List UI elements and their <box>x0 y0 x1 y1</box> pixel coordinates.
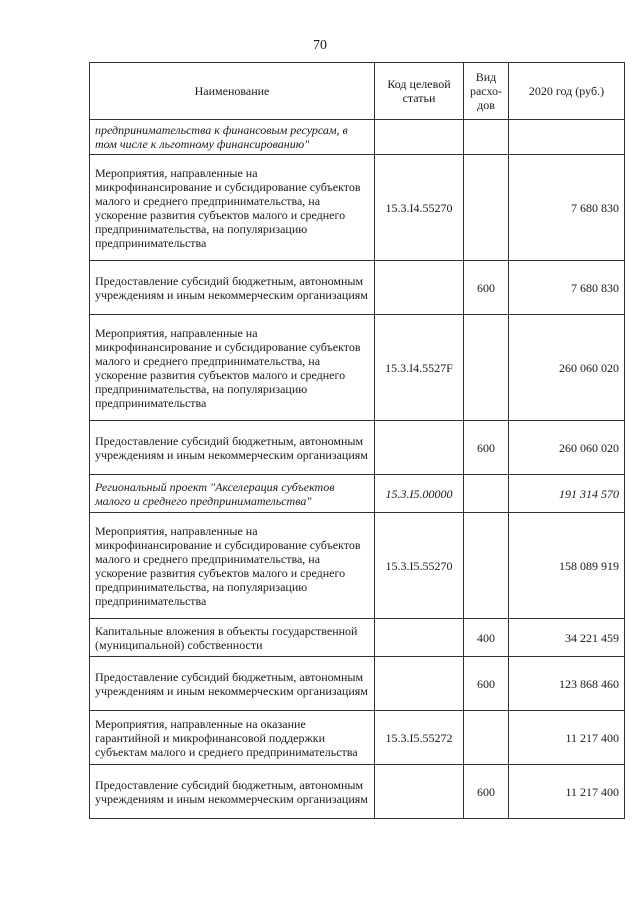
row-amount: 191 314 570 <box>509 475 625 513</box>
row-code <box>375 619 464 657</box>
header-type: Вид расхо-дов <box>464 63 509 120</box>
budget-table <box>89 62 625 819</box>
row-name: Предоставление субсидий бюджетным, автономным учреждениям и иным некоммерческим организациям <box>90 765 375 819</box>
table-row <box>90 711 625 765</box>
row-type: 600 <box>464 261 509 315</box>
row-code: 15.3.I4.55270 <box>375 155 464 261</box>
row-type: 600 <box>464 657 509 711</box>
table-row <box>90 421 625 475</box>
row-type <box>464 513 509 619</box>
row-amount: 7 680 830 <box>509 261 625 315</box>
row-name: Региональный проект "Акселерация субъектов малого и среднего предпринимательства" <box>90 475 375 513</box>
row-name: Мероприятия, направленные на оказание гарантийной и микрофинансовой поддержки субъектам малого и среднего предпринимательства <box>90 711 375 765</box>
row-amount: 34 221 459 <box>509 619 625 657</box>
row-name: Предоставление субсидий бюджетным, автономным учреждениям и иным некоммерческим организациям <box>90 657 375 711</box>
row-type <box>464 711 509 765</box>
table-row <box>90 120 625 155</box>
row-type: 400 <box>464 619 509 657</box>
table-row <box>90 315 625 421</box>
row-name: Мероприятия, направленные на микрофинансирование и субсидирование субъектов малого и среднего предпринимательства, на ускорение развития субъектов малого и среднего предпринимательства, на популяризацию предпринимательства <box>90 513 375 619</box>
row-amount: 7 680 830 <box>509 155 625 261</box>
row-name: Капитальные вложения в объекты государственной (муниципальной) собственности <box>90 619 375 657</box>
header-name: Наименование <box>90 63 375 120</box>
page-number: 70 <box>313 38 327 53</box>
row-amount: 158 089 919 <box>509 513 625 619</box>
row-name: Предоставление субсидий бюджетным, автономным учреждениям и иным некоммерческим организациям <box>90 261 375 315</box>
table-row <box>90 657 625 711</box>
row-code <box>375 120 464 155</box>
row-amount: 123 868 460 <box>509 657 625 711</box>
table-row <box>90 261 625 315</box>
row-code <box>375 421 464 475</box>
row-amount: 11 217 400 <box>509 711 625 765</box>
row-amount: 11 217 400 <box>509 765 625 819</box>
row-type: 600 <box>464 421 509 475</box>
row-type <box>464 315 509 421</box>
row-type <box>464 155 509 261</box>
row-code: 15.3.I5.00000 <box>375 475 464 513</box>
row-code: 15.3.I4.5527F <box>375 315 464 421</box>
row-code <box>375 657 464 711</box>
row-name: Мероприятия, направленные на микрофинансирование и субсидирование субъектов малого и среднего предпринимательства, на ускорение развития субъектов малого и среднего предпринимательства, на популяризацию предпринимательства <box>90 315 375 421</box>
row-amount: 260 060 020 <box>509 315 625 421</box>
row-name: предпринимательства к финансовым ресурсам, в том числе к льготному финансированию" <box>90 120 375 155</box>
row-type: 600 <box>464 765 509 819</box>
row-code <box>375 765 464 819</box>
row-type <box>464 120 509 155</box>
table-row <box>90 765 625 819</box>
row-code: 15.3.I5.55270 <box>375 513 464 619</box>
header-code: Код целевой статьи <box>375 63 464 120</box>
row-name: Предоставление субсидий бюджетным, автономным учреждениям и иным некоммерческим организациям <box>90 421 375 475</box>
row-code <box>375 261 464 315</box>
header-row <box>90 63 625 120</box>
row-code: 15.3.I5.55272 <box>375 711 464 765</box>
table-row <box>90 155 625 261</box>
row-amount <box>509 120 625 155</box>
table-row <box>90 475 625 513</box>
row-type <box>464 475 509 513</box>
row-name: Мероприятия, направленные на микрофинансирование и субсидирование субъектов малого и среднего предпринимательства, на ускорение развития субъектов малого и среднего предпринимательства, на популяризацию предпринимательства <box>90 155 375 261</box>
row-amount: 260 060 020 <box>509 421 625 475</box>
table-row <box>90 513 625 619</box>
header-amount: 2020 год (руб.) <box>509 63 625 120</box>
table-row <box>90 619 625 657</box>
